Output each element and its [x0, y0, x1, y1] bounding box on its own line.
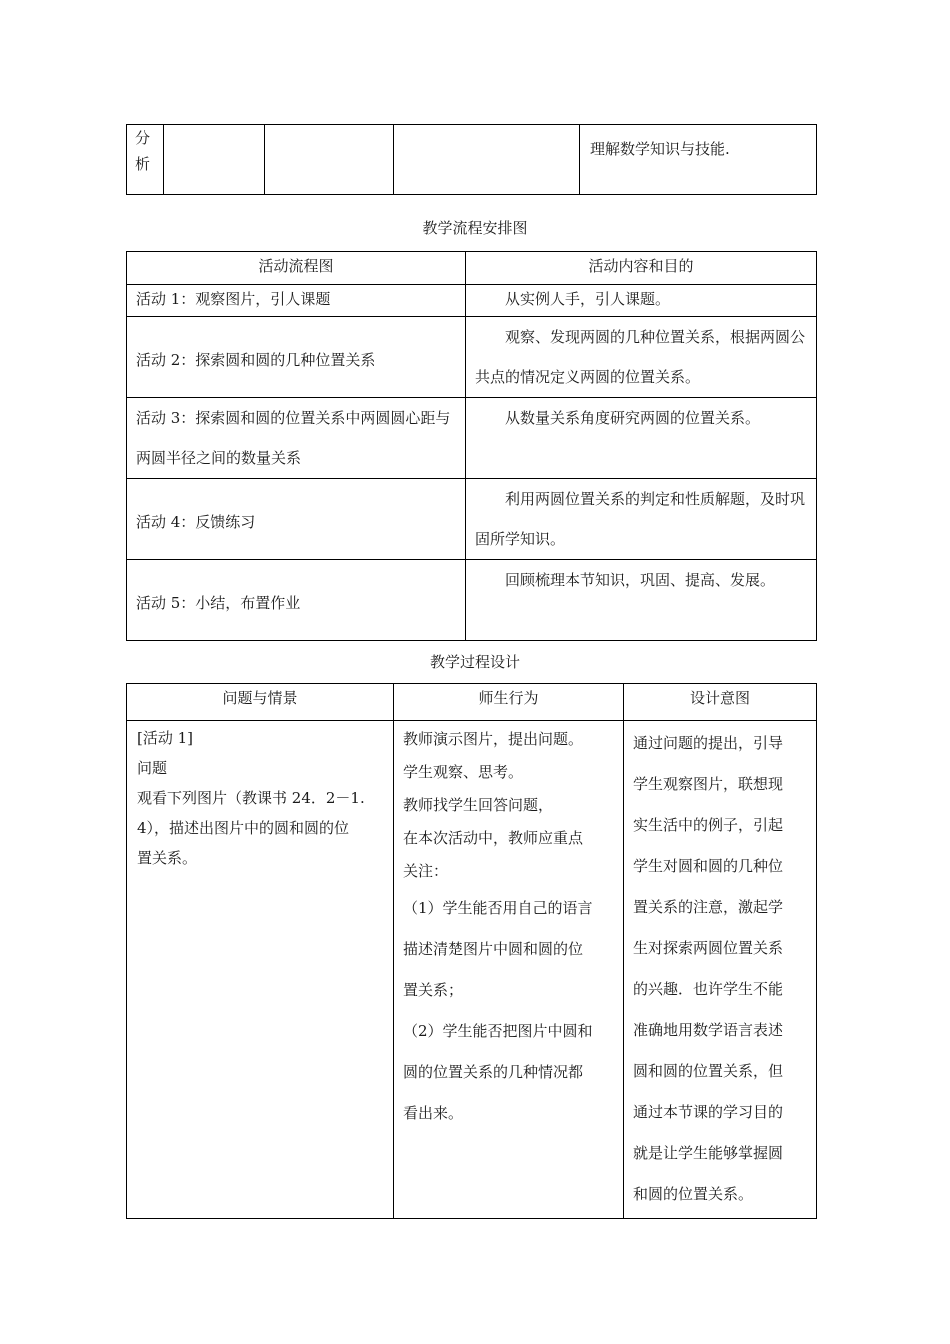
behavior-line: 置关系；	[403, 981, 464, 999]
empty-cell	[164, 125, 265, 195]
flow-table	[126, 251, 817, 641]
behavior-line: 圆的位置关系的几种情况都	[403, 1063, 584, 1081]
analysis-label-char: 分	[135, 129, 151, 147]
intent-line: 实生活中的例子，引起	[633, 816, 784, 834]
scenario-line: 观看下列图片（教课书 24．2－1.	[137, 789, 365, 807]
intent-line: 和圆的位置关系。	[633, 1185, 754, 1203]
flow-header-content: 活动内容和目的	[466, 252, 817, 285]
flow-chart-title: 教学流程安排图	[422, 219, 528, 237]
process-row	[127, 721, 817, 1219]
flow-row	[127, 398, 817, 479]
flow-row	[127, 285, 817, 317]
intent-line: 学生对圆和圆的几种位	[633, 857, 784, 875]
flow-content: 观察、发现两圆的几种位置关系，根据两圆公共点的情况定义两圆的位置关系。	[466, 317, 817, 398]
behavior-line: 教师演示图片，提出问题。	[403, 730, 584, 748]
behavior-line: 关注：	[403, 862, 449, 880]
flow-content: 从数量关系角度研究两圆的位置关系。	[466, 398, 817, 479]
flow-activity: 活动 5：小结，布置作业	[127, 560, 466, 641]
behavior-line: （2）学生能否把图片中圆和	[403, 1022, 593, 1040]
flow-row	[127, 317, 817, 398]
process-header-intent: 设计意图	[624, 684, 817, 721]
flow-activity: 活动 3：探索圆和圆的位置关系中两圆圆心距与两圆半径之间的数量关系	[127, 398, 466, 479]
behavior-line: 看出来。	[403, 1104, 464, 1122]
flow-content: 从实例人手，引人课题。	[466, 285, 817, 317]
intent-line: 的兴趣．也许学生不能	[633, 980, 784, 998]
behavior-line: 学生观察、思考。	[403, 763, 524, 781]
intent-line: 圆和圆的位置关系，但	[633, 1062, 784, 1080]
intent-line: 就是让学生能够掌握圆	[633, 1144, 784, 1162]
flow-activity: 活动 1：观察图片，引人课题	[127, 285, 466, 317]
flow-activity: 活动 2：探索圆和圆的几种位置关系	[127, 317, 466, 398]
process-header-behavior: 师生行为	[394, 684, 624, 721]
flow-content: 回顾梳理本节知识，巩固、提高、发展。	[466, 560, 817, 641]
intent-cell	[624, 721, 817, 1219]
behavior-line: 教师找学生回答问题，	[403, 796, 554, 814]
intent-line: 置关系的注意，激起学	[633, 898, 784, 916]
analysis-label-char: 析	[135, 155, 151, 173]
flow-row	[127, 479, 817, 560]
scenario-line: 置关系。	[137, 849, 198, 867]
flow-header-activity: 活动流程图	[127, 252, 466, 285]
top-fragment-row	[127, 125, 817, 195]
scenario-cell	[127, 721, 394, 1219]
scenario-line: [活动 1]	[137, 729, 194, 747]
knowledge-skill-note: 理解数学知识与技能.	[580, 125, 817, 195]
process-header-scenario: 问题与情景	[127, 684, 394, 721]
intent-line: 准确地用数学语言表述	[633, 1021, 784, 1039]
flow-content: 利用两圆位置关系的判定和性质解题，及时巩固所学知识。	[466, 479, 817, 560]
empty-cell	[394, 125, 580, 195]
process-design-title: 教学过程设计	[429, 653, 520, 671]
top-fragment-table	[126, 124, 817, 195]
process-table	[126, 683, 817, 1219]
scenario-line: 4），描述出图片中的圆和圆的位	[137, 819, 350, 837]
intent-line: 通过问题的提出，引导	[633, 734, 784, 752]
empty-cell	[265, 125, 394, 195]
intent-line: 生对探索两圆位置关系	[633, 939, 784, 957]
flow-row	[127, 560, 817, 641]
intent-line: 通过本节课的学习目的	[633, 1103, 784, 1121]
flow-activity: 活动 4：反馈练习	[127, 479, 466, 560]
analysis-label-cell	[127, 125, 164, 195]
process-header-row	[127, 684, 817, 721]
scenario-line: 问题	[137, 759, 168, 777]
intent-line: 学生观察图片，联想现	[633, 775, 784, 793]
behavior-line: 描述清楚图片中圆和圆的位	[403, 940, 584, 958]
behavior-line: 在本次活动中，教师应重点	[403, 829, 584, 847]
behavior-line: （1）学生能否用自己的语言	[403, 899, 593, 917]
behavior-cell	[394, 721, 624, 1219]
flow-header-row	[127, 252, 817, 285]
